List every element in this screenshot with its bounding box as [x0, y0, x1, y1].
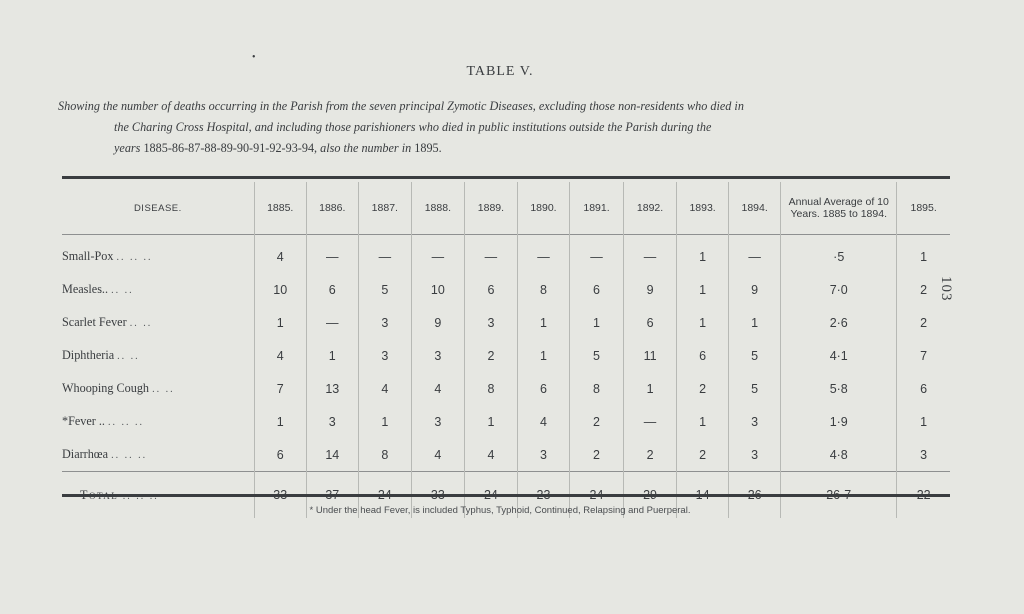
footnote: * Under the head Fever, is included Typhus, Typhoid, Continued, Relapsing and Puerperal. [309, 505, 691, 516]
year-value: 8 [517, 273, 569, 306]
disease-name [62, 372, 254, 405]
disease-label: Diphtheria [62, 348, 115, 362]
year-value: 5 [729, 372, 781, 405]
year-value: 8 [464, 372, 517, 405]
year-value: 6 [677, 339, 729, 372]
year-value: — [569, 235, 623, 274]
disease-label: Measles.. [62, 282, 109, 296]
average-value: 4·8 [781, 438, 897, 472]
value-1895: 2 [897, 306, 950, 339]
page-number: 103 [938, 276, 954, 302]
year-value: 1 [254, 405, 306, 438]
table-title: TABLE V. [466, 64, 534, 79]
year-value: 8 [358, 438, 411, 472]
year-value: 4 [464, 438, 517, 472]
leader-dots: .. .. [117, 351, 140, 362]
average-value: 7·0 [781, 273, 897, 306]
top-rule [62, 176, 950, 179]
year-value: — [624, 235, 677, 274]
year-value: — [306, 306, 358, 339]
disease-label: Scarlet Fever [62, 315, 127, 329]
leader-dots: .. .. [111, 285, 134, 296]
year-value: 6 [306, 273, 358, 306]
leader-dots: .. .. [152, 384, 175, 395]
year-value: 2 [677, 372, 729, 405]
year-value: 4 [517, 405, 569, 438]
value-1895: 6 [897, 372, 950, 405]
header-year: 1891. [569, 182, 623, 235]
header-year: 1886. [306, 182, 358, 235]
disease-name [62, 405, 254, 438]
year-value: 14 [306, 438, 358, 472]
table-row [62, 306, 950, 339]
value-1895: 1 [897, 405, 950, 438]
table-row [62, 235, 950, 274]
bottom-rule [62, 494, 950, 497]
value-1895: 1 [897, 235, 950, 274]
leader-dots: .. .. [129, 318, 153, 329]
year-value: 3 [517, 438, 569, 472]
year-value: 3 [306, 405, 358, 438]
year-value: — [358, 235, 411, 274]
header-year: 1885. [254, 182, 306, 235]
year-value: 3 [729, 438, 781, 472]
stray-mark: • [252, 52, 256, 63]
average-value: ·5 [781, 235, 897, 274]
year-value: — [464, 235, 517, 274]
average-value: 5·8 [781, 372, 897, 405]
disease-name [62, 306, 254, 339]
year-value: 9 [411, 306, 464, 339]
table-description [58, 96, 948, 159]
year-value: 2 [569, 438, 623, 472]
value-1895: 2 [897, 273, 950, 306]
leader-dots: .. .. .. [116, 252, 153, 263]
year-value: 5 [358, 273, 411, 306]
disease-label: Whooping Cough [62, 381, 150, 395]
year-value: 2 [569, 405, 623, 438]
disease-name [62, 438, 254, 472]
table-body [62, 235, 950, 519]
year-value: 6 [624, 306, 677, 339]
year-value: 10 [254, 273, 306, 306]
leader-dots: .. .. .. [111, 450, 148, 461]
year-value: 11 [624, 339, 677, 372]
year-value: 3 [411, 405, 464, 438]
year-value: 3 [411, 339, 464, 372]
year-value: 1 [517, 306, 569, 339]
average-value: 4·1 [781, 339, 897, 372]
description-line-2: the Charing Cross Hospital, and including those parishioners who died in public institutions outside the Parish during the [114, 120, 712, 134]
header-1895: 1895. [897, 182, 950, 235]
year-value: 4 [411, 438, 464, 472]
value-1895: 3 [897, 438, 950, 472]
year-value: — [306, 235, 358, 274]
year-value: 3 [729, 405, 781, 438]
year-value: 1 [517, 339, 569, 372]
table-row [62, 273, 950, 306]
header-year: 1892. [624, 182, 677, 235]
disease-name [62, 235, 254, 274]
year-value: 1 [677, 405, 729, 438]
header-year: 1890. [517, 182, 569, 235]
leader-dots: .. .. .. [108, 417, 145, 428]
year-value: 4 [358, 372, 411, 405]
year-value: 1 [677, 273, 729, 306]
year-value: 13 [306, 372, 358, 405]
year-value: 9 [624, 273, 677, 306]
disease-label: *Fever .. [62, 414, 105, 428]
year-value: 1 [306, 339, 358, 372]
year-value: 1 [624, 372, 677, 405]
year-value: 1 [729, 306, 781, 339]
deaths-table [62, 182, 950, 518]
table-row [62, 438, 950, 472]
year-value: 1 [464, 405, 517, 438]
disease-label: Small-Pox [62, 249, 114, 263]
year-value: 6 [517, 372, 569, 405]
table-row [62, 405, 950, 438]
header-year: 1889. [464, 182, 517, 235]
year-value: 1 [677, 306, 729, 339]
year-value: 7 [254, 372, 306, 405]
year-value: 2 [624, 438, 677, 472]
year-value: 5 [729, 339, 781, 372]
header-year: 1894. [729, 182, 781, 235]
value-1895: 7 [897, 339, 950, 372]
year-value: — [624, 405, 677, 438]
description-years-label: years [114, 141, 141, 155]
description-also: also the number in [320, 141, 412, 155]
year-value: 3 [358, 339, 411, 372]
year-value: 1 [569, 306, 623, 339]
average-value: 1·9 [781, 405, 897, 438]
year-value: 10 [411, 273, 464, 306]
year-value: — [517, 235, 569, 274]
disease-name [62, 273, 254, 306]
year-value: 8 [569, 372, 623, 405]
year-value: 1 [358, 405, 411, 438]
year-value: — [729, 235, 781, 274]
table-row [62, 339, 950, 372]
average-value: 2·6 [781, 306, 897, 339]
year-value: 2 [677, 438, 729, 472]
description-years: 1885-86-87-88-89-90-91-92-93-94, [143, 141, 318, 155]
header-year: 1887. [358, 182, 411, 235]
year-value: 6 [464, 273, 517, 306]
header-row [62, 182, 950, 235]
header-year: 1888. [411, 182, 464, 235]
year-value: 3 [358, 306, 411, 339]
header-average: Annual Average of 10 Years. 1885 to 1894. [781, 182, 897, 235]
year-value: 2 [464, 339, 517, 372]
disease-label: Diarrhœa [62, 447, 109, 461]
year-value: 4 [254, 339, 306, 372]
header-year: 1893. [677, 182, 729, 235]
table-row [62, 372, 950, 405]
year-value: 4 [411, 372, 464, 405]
description-line-3 [58, 138, 948, 159]
year-value: 6 [254, 438, 306, 472]
year-value: 4 [254, 235, 306, 274]
year-value: 1 [254, 306, 306, 339]
year-value: — [411, 235, 464, 274]
disease-name [62, 339, 254, 372]
year-value: 3 [464, 306, 517, 339]
year-value: 5 [569, 339, 623, 372]
description-line-1: Showing the number of deaths occurring in the Parish from the seven principal Zymotic Diseases, excluding those non-residents who died in [58, 99, 744, 113]
year-value: 1 [677, 235, 729, 274]
year-value: 6 [569, 273, 623, 306]
header-disease: DISEASE. [133, 202, 182, 214]
description-year-1895: 1895. [414, 141, 442, 155]
year-value: 9 [729, 273, 781, 306]
